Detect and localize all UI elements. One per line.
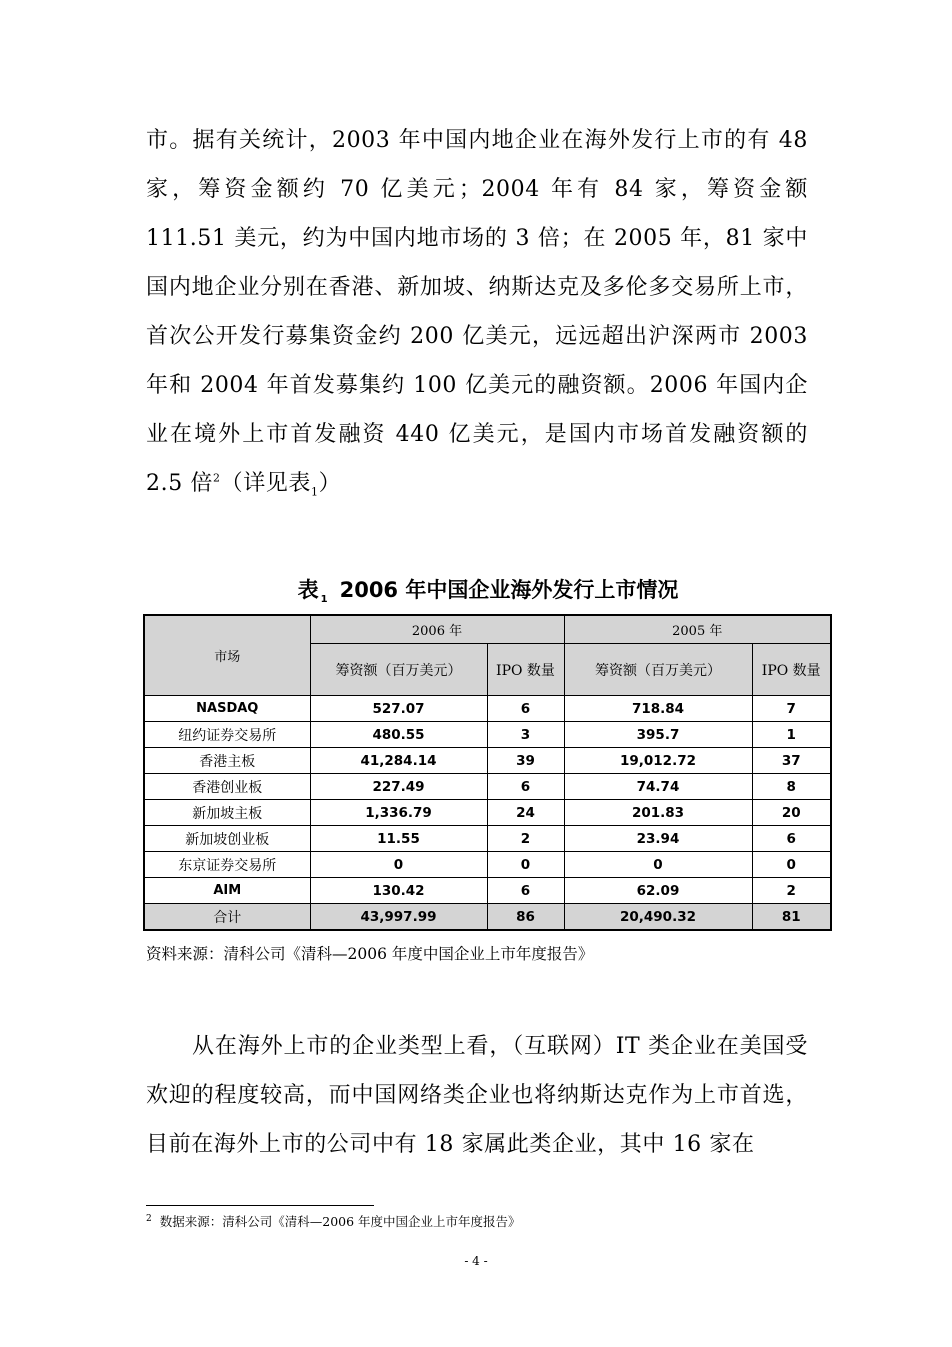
- table-row: [144, 722, 831, 748]
- amount-2005-cell: 74.74: [564, 774, 752, 800]
- amount-2006-cell: 227.49: [310, 774, 487, 800]
- amount-2005-cell: 62.09: [564, 878, 752, 904]
- ipo-2005-cell: 7: [752, 696, 831, 722]
- amount-2006-cell: 0: [310, 852, 487, 878]
- table-ref-number: 1: [311, 485, 319, 499]
- ipo-table: [143, 614, 832, 931]
- caption-title: 2006 年中国企业海外发行上市情况: [339, 578, 679, 602]
- amount-2006-cell: 1,336.79: [310, 800, 487, 826]
- footnote: [146, 1212, 521, 1230]
- amount-2005-cell: 718.84: [564, 696, 752, 722]
- market-cell: NASDAQ: [144, 696, 310, 722]
- total-ipo-2006-cell: 86: [487, 904, 564, 931]
- ipo-2006-cell: 6: [487, 878, 564, 904]
- amount-2006-cell: 527.07: [310, 696, 487, 722]
- header-year-2006: 2006 年: [310, 615, 564, 644]
- amount-2005-cell: 19,012.72: [564, 748, 752, 774]
- table-caption: [146, 574, 830, 605]
- header-amount-2006: 筹资额（百万美元）: [310, 644, 487, 696]
- ipo-2005-cell: 0: [752, 852, 831, 878]
- ipo-2005-cell: 8: [752, 774, 831, 800]
- total-ipo-2005-cell: 81: [752, 904, 831, 931]
- header-market: 市场: [144, 615, 310, 696]
- ipo-2006-cell: 3: [487, 722, 564, 748]
- amount-2005-cell: 201.83: [564, 800, 752, 826]
- ipo-2005-cell: 37: [752, 748, 831, 774]
- amount-2006-cell: 11.55: [310, 826, 487, 852]
- market-cell: 香港创业板: [144, 774, 310, 800]
- market-cell: 新加坡主板: [144, 800, 310, 826]
- table-row: [144, 748, 831, 774]
- amount-2006-cell: 480.55: [310, 722, 487, 748]
- table-row: [144, 774, 831, 800]
- ipo-2006-cell: 6: [487, 696, 564, 722]
- amount-2005-cell: 395.7: [564, 722, 752, 748]
- footnote-text: 数据来源：清科公司《清科—2006 年度中国企业上市年度报告》: [159, 1214, 521, 1229]
- para1-tail: （详见表: [220, 471, 311, 496]
- market-cell: 新加坡创业板: [144, 826, 310, 852]
- ipo-2006-cell: 24: [487, 800, 564, 826]
- body-paragraph-2: 从在海外上市的企业类型上看，（互联网）IT 类企业在美国受欢迎的程度较高，而中国网络类企业也将纳斯达克作为上市首选，目前在海外上市的公司中有 18 家属此类企业，其中 16 家在: [146, 1034, 808, 1157]
- amount-2006-cell: 41,284.14: [310, 748, 487, 774]
- amount-2006-cell: 130.42: [310, 878, 487, 904]
- table-total-row: [144, 904, 831, 931]
- ipo-2005-cell: 20: [752, 800, 831, 826]
- ipo-2006-cell: 39: [487, 748, 564, 774]
- ipo-2006-cell: 2: [487, 826, 564, 852]
- para1-text: 市。据有关统计，2003 年中国内地企业在海外发行上市的有 48 家，筹资金额约 70 亿美元；2004 年有 84 家，筹资金额 111.51 美元，约为中国内地市场的 3 倍；在 2005 年，81 家中国内地企业分别在香港、新加坡、纳斯达克及多伦多交易所上市，首次公开发行募集资金约 200 亿美元，远远超出沪深两市 2003 年和 2004 年首发募集约 100 亿美元的融资额。2006 年国内企业在境外上市首发融资 440 亿美元，是国内市场首发融资额的 2.5 倍: [146, 128, 808, 496]
- total-amount-2006-cell: 43,997.99: [310, 904, 487, 931]
- header-ipo-2006: IPO 数量: [487, 644, 564, 696]
- table-row: [144, 878, 831, 904]
- market-cell: AIM: [144, 878, 310, 904]
- footnote-mark: 2: [146, 1213, 152, 1224]
- body-paragraph-1: [146, 116, 808, 508]
- ipo-2006-cell: 6: [487, 774, 564, 800]
- caption-prefix: 表: [297, 578, 319, 602]
- amount-2005-cell: 0: [564, 852, 752, 878]
- ipo-2005-cell: 6: [752, 826, 831, 852]
- footnote-divider: [146, 1205, 374, 1206]
- market-cell: 纽约证券交易所: [144, 722, 310, 748]
- para1-close: ）: [318, 471, 342, 496]
- footnote-ref[interactable]: 2: [212, 471, 221, 485]
- table-row: [144, 696, 831, 722]
- table-row: [144, 800, 831, 826]
- total-amount-2005-cell: 20,490.32: [564, 904, 752, 931]
- total-label-cell: 合计: [144, 904, 310, 931]
- header-year-2005: 2005 年: [564, 615, 831, 644]
- market-cell: 香港主板: [144, 748, 310, 774]
- header-ipo-2005: IPO 数量: [752, 644, 831, 696]
- caption-number: 1: [320, 594, 328, 606]
- page-number: - 4 -: [464, 1254, 488, 1268]
- table-row: [144, 852, 831, 878]
- amount-2005-cell: 23.94: [564, 826, 752, 852]
- market-cell: 东京证券交易所: [144, 852, 310, 878]
- header-amount-2005: 筹资额（百万美元）: [564, 644, 752, 696]
- table-row: [144, 826, 831, 852]
- table-source-note: 资料来源：清科公司《清科—2006 年度中国企业上市年度报告》: [146, 945, 594, 963]
- ipo-2005-cell: 2: [752, 878, 831, 904]
- ipo-2006-cell: 0: [487, 852, 564, 878]
- ipo-2005-cell: 1: [752, 722, 831, 748]
